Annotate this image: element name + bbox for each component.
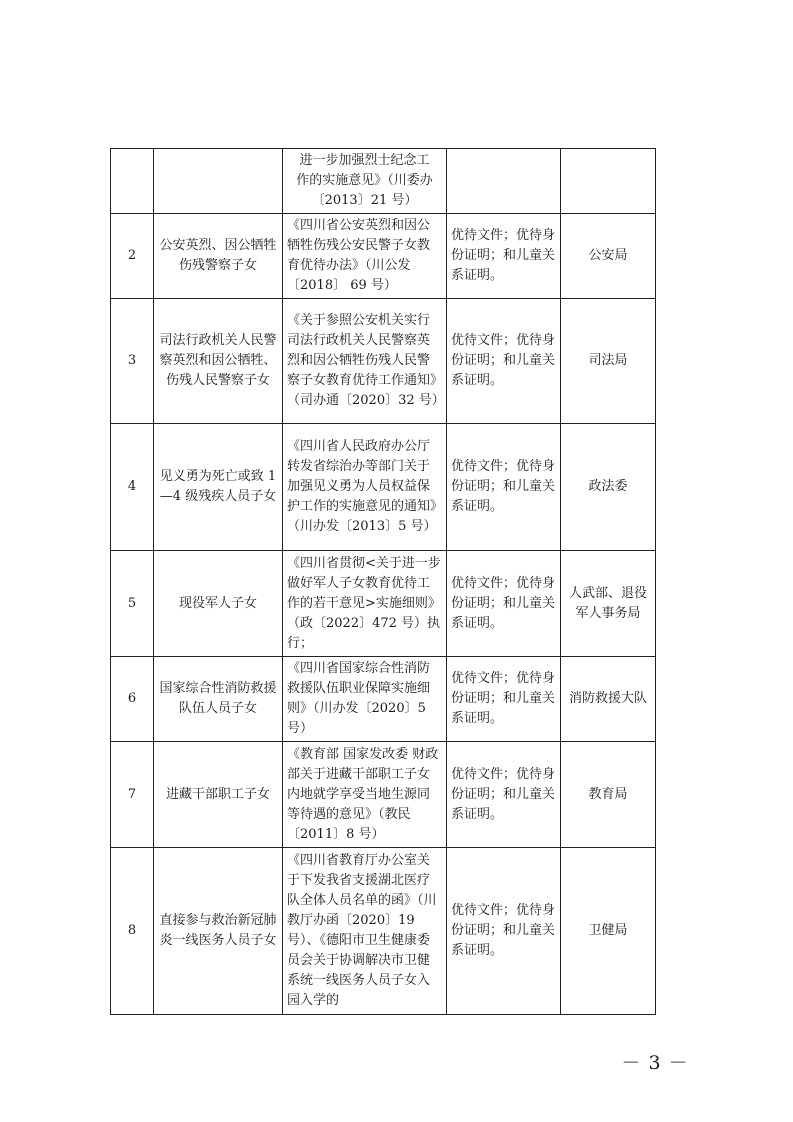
cell-department: 人武部、退役军人事务局 bbox=[561, 551, 656, 657]
cell-policy-basis: 《教育部 国家发改委 财政部关于进藏干部职工子女内地就学享受当地生源同等待遇的意见》（教民〔2011〕8 号） bbox=[283, 742, 447, 848]
cell-materials: 优待文件；优待身份证明；和儿童关系证明。 bbox=[447, 551, 561, 657]
table-row bbox=[111, 424, 656, 551]
cell-number: 2 bbox=[111, 214, 154, 299]
cell-number: 5 bbox=[111, 551, 154, 657]
cell-materials: 优待文件；优待身份证明；和儿童关系证明。 bbox=[447, 299, 561, 424]
cell-policy-basis: 《四川省人民政府办公厅转发省综治办等部门关于加强见义勇为人员权益保护工作的实施意见的通知》（川办发〔2013〕5 号） bbox=[283, 424, 447, 551]
cell-object: 进藏干部职工子女 bbox=[154, 742, 283, 848]
cell-object: 见义勇为死亡或致 1—4 级残疾人员子女 bbox=[154, 424, 283, 551]
cell-number: 4 bbox=[111, 424, 154, 551]
cell-policy-basis: 《四川省贯彻<关于进一步做好军人子女教育优待工作的若干意见>实施细则》 （政〔2022〕472 号）执行； bbox=[283, 551, 447, 657]
cell-materials: 优待文件；优待身份证明；和儿童关系证明。 bbox=[447, 742, 561, 848]
page-number: － 3 － bbox=[621, 1052, 689, 1074]
cell-number: 7 bbox=[111, 742, 154, 848]
table-row bbox=[111, 742, 656, 848]
table-row-continuation bbox=[111, 149, 656, 214]
cell-policy-basis: 《关于参照公安机关实行司法行政机关人民警察英烈和因公牺牲伤残人民警察子女教育优待工作通知》（司办通〔2020〕32 号） bbox=[283, 299, 447, 424]
cell-object bbox=[154, 149, 283, 214]
cell-number bbox=[111, 149, 154, 214]
cell-department: 司法局 bbox=[561, 299, 656, 424]
cell-department: 公安局 bbox=[561, 214, 656, 299]
cell-materials bbox=[447, 149, 561, 214]
cell-department: 教育局 bbox=[561, 742, 656, 848]
table-row bbox=[111, 214, 656, 299]
cell-department: 消防救援大队 bbox=[561, 657, 656, 742]
cell-materials: 优待文件；优待身份证明；和儿童关系证明。 bbox=[447, 848, 561, 1015]
cell-policy-basis bbox=[283, 149, 447, 214]
cell-policy-basis: 《四川省教育厅办公室关于下发我省支援湖北医疗队全体人员名单的函》（川教厅办函〔2020〕19 号）、《德阳市卫生健康委员会关于协调解决市卫健系统一线医务人员子女入园入学的 bbox=[283, 848, 447, 1015]
cell-number: 8 bbox=[111, 848, 154, 1015]
cell-number: 3 bbox=[111, 299, 154, 424]
cell-materials: 优待文件；优待身份证明；和儿童关系证明。 bbox=[447, 657, 561, 742]
cell-number: 6 bbox=[111, 657, 154, 742]
cell-policy-basis: 《四川省国家综合性消防救援队伍职业保障实施细则》（川办发〔2020〕5 号） bbox=[283, 657, 447, 742]
cell-object: 现役军人子女 bbox=[154, 551, 283, 657]
cell-policy-basis: 《四川省公安英烈和因公牺牲伤残公安民警子女教育优待办法》（川公发〔2018〕 69 号） bbox=[283, 214, 447, 299]
cell-department: 卫健局 bbox=[561, 848, 656, 1015]
cell-object: 直接参与救治新冠肺炎一线医务人员子女 bbox=[154, 848, 283, 1015]
cell-department bbox=[561, 149, 656, 214]
basis-line: 进一步加强烈士纪念工 bbox=[299, 153, 430, 168]
table-row bbox=[111, 551, 656, 657]
basis-line: 〔2013〕21 号） bbox=[311, 193, 418, 208]
table-row bbox=[111, 299, 656, 424]
basis-line: 作的实施意见》（川委办 bbox=[296, 173, 433, 188]
cell-object: 司法行政机关人民警察英烈和因公牺牲、伤残人民警察子女 bbox=[154, 299, 283, 424]
cell-materials: 优待文件；优待身份证明；和儿童关系证明。 bbox=[447, 214, 561, 299]
cell-object: 公安英烈、因公牺牲伤残警察子女 bbox=[154, 214, 283, 299]
table-row bbox=[111, 848, 656, 1015]
cell-object: 国家综合性消防救援队伍人员子女 bbox=[154, 657, 283, 742]
cell-materials: 优待文件；优待身份证明；和儿童关系证明。 bbox=[447, 424, 561, 551]
cell-department: 政法委 bbox=[561, 424, 656, 551]
preferential-treatment-table bbox=[110, 148, 656, 1015]
table-row bbox=[111, 657, 656, 742]
